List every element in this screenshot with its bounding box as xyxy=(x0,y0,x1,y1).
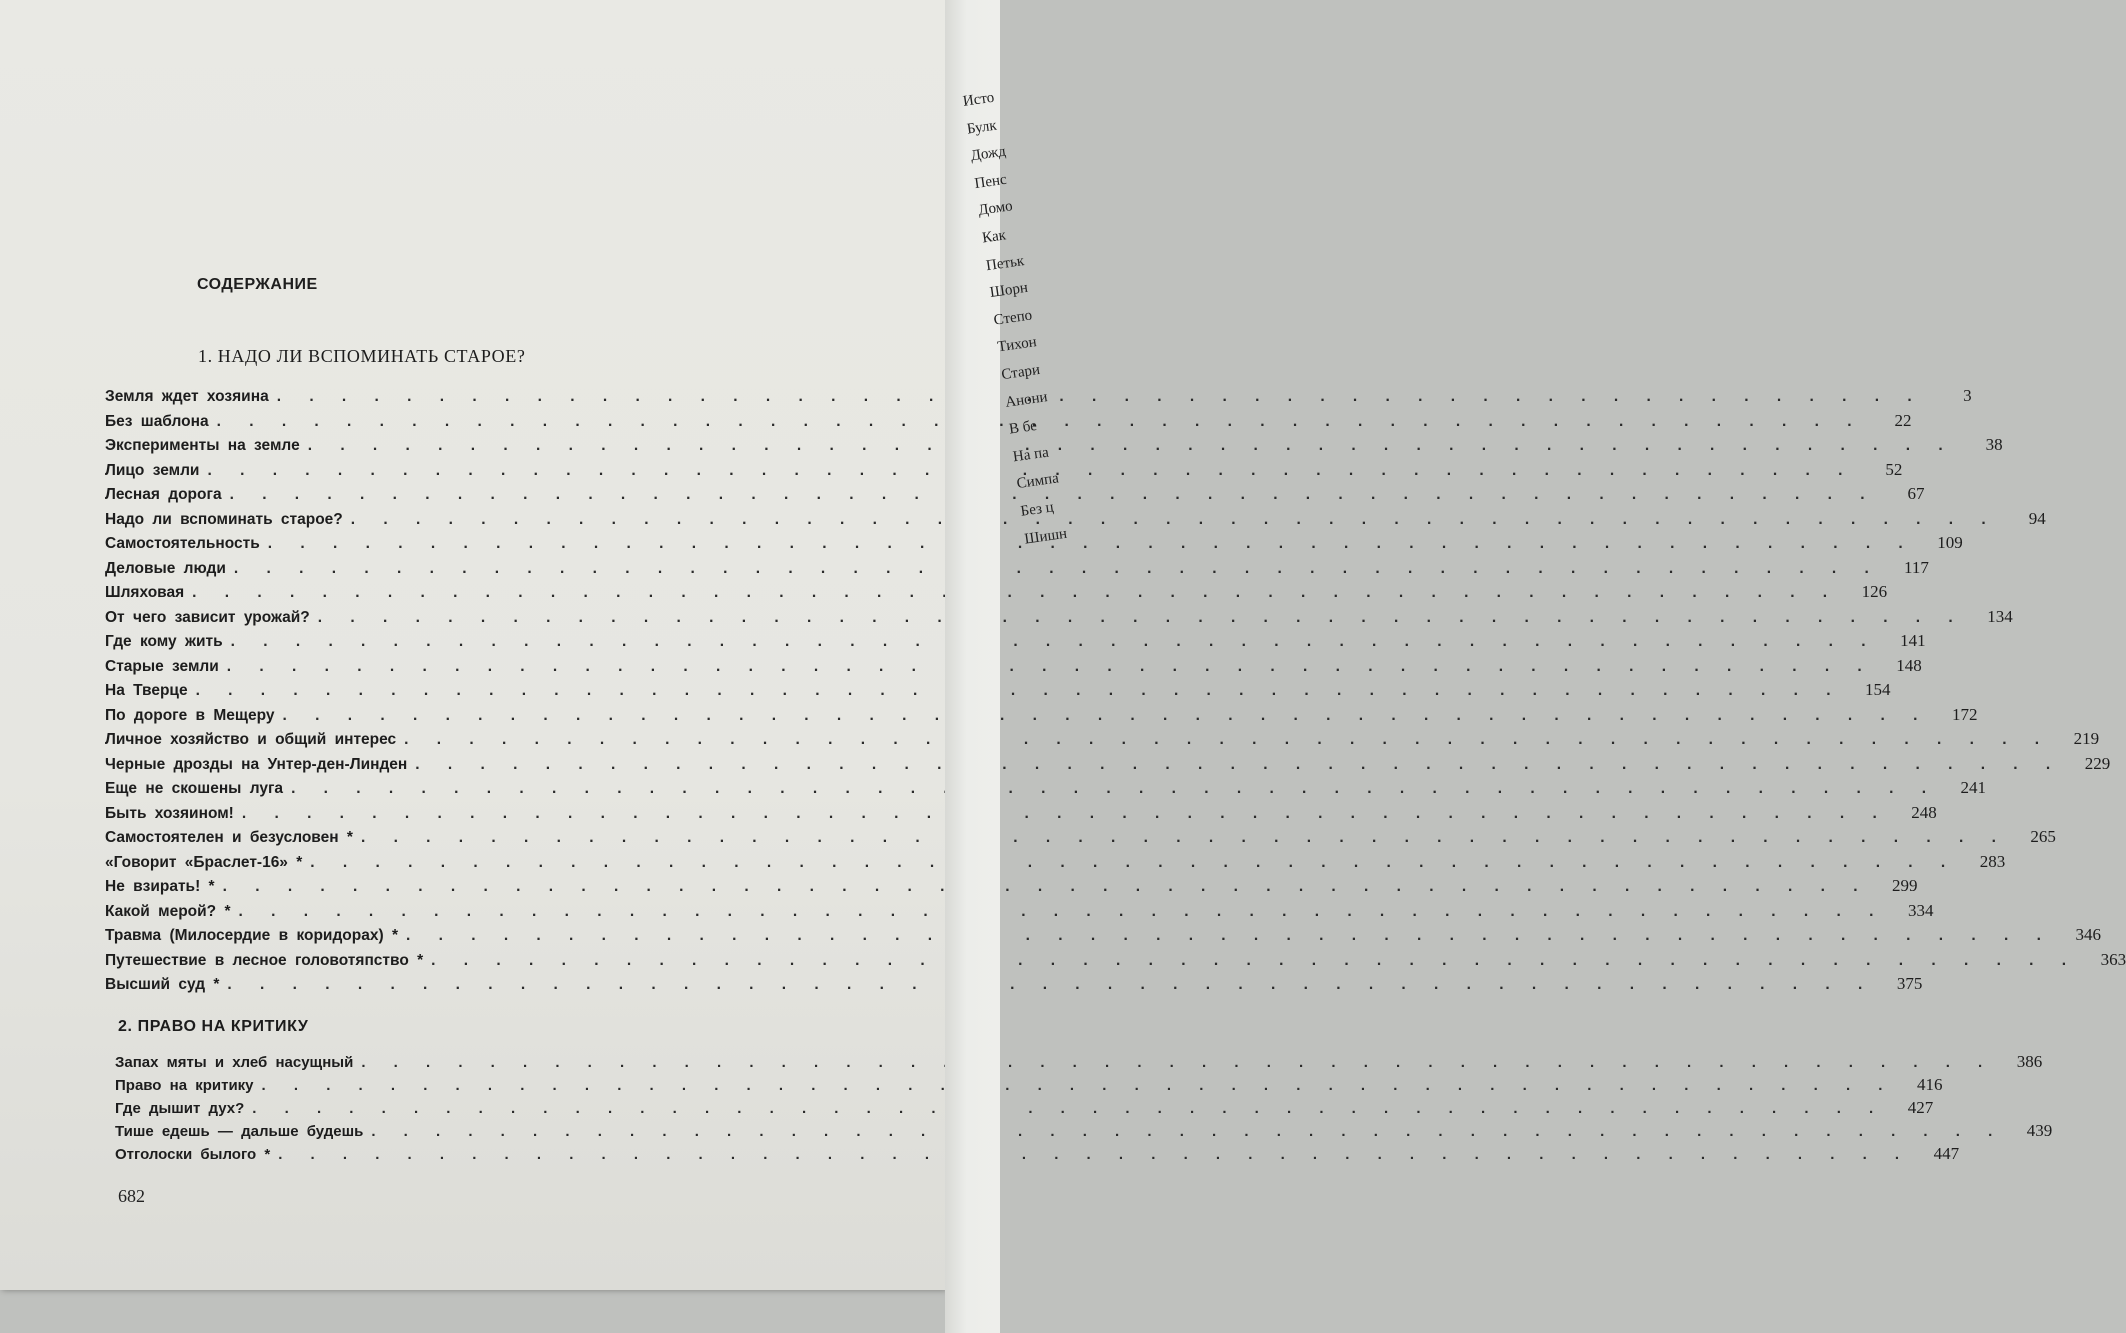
leader-dots xyxy=(242,805,1889,823)
toc-entry-page: 38 xyxy=(1985,435,2003,454)
toc-entry xyxy=(105,778,1987,803)
right-fragment: Шорн xyxy=(988,279,1029,302)
toc-entry-title: Где кому жить xyxy=(105,633,223,650)
toc-entry xyxy=(105,655,1922,681)
toc-entry-title: Деловые люди xyxy=(105,559,226,577)
toc-entry-page: 3 xyxy=(1963,386,1972,405)
leader-dots xyxy=(277,388,1924,406)
right-fragment: Исто xyxy=(962,89,996,110)
leader-dots xyxy=(404,731,2051,749)
toc-entry-page: 229 xyxy=(2084,753,2111,773)
toc-entry-page: 334 xyxy=(1907,900,1934,920)
leader-dots xyxy=(431,952,2078,970)
toc-entry xyxy=(115,1144,1960,1167)
toc-list-section-2 xyxy=(115,1052,2053,1167)
right-fragment: Как xyxy=(981,227,1007,247)
toc-entry-page: 439 xyxy=(2026,1121,2053,1140)
toc-entry xyxy=(105,876,1918,901)
toc-entry xyxy=(105,827,2056,852)
toc-entry-title: Отголоски былого * xyxy=(115,1146,271,1163)
toc-entry-page: 134 xyxy=(1987,606,2013,626)
toc-entry-title: Еще не скошены луга xyxy=(105,780,284,797)
toc-entry-page: 94 xyxy=(2028,508,2046,528)
toc-entry xyxy=(105,484,1925,509)
toc-entry xyxy=(105,925,2101,950)
toc-entry-page: 126 xyxy=(1861,582,1888,601)
toc-entry-page: 148 xyxy=(1896,655,1922,675)
toc-entry-page: 154 xyxy=(1865,680,1891,699)
right-book-page-edge xyxy=(945,0,1069,1333)
leader-dots xyxy=(318,609,1965,627)
leader-dots xyxy=(234,560,1881,578)
toc-entry-title: Самостоятельность xyxy=(105,535,260,552)
toc-entry xyxy=(105,974,1923,999)
right-fragment: Петьк xyxy=(985,252,1026,274)
toc-entry-page: 265 xyxy=(2030,827,2056,846)
leader-dots xyxy=(283,707,1930,725)
leader-dots xyxy=(262,1077,1895,1094)
toc-entry-title: От чего зависит урожай? xyxy=(105,608,310,626)
toc-entry-page: 363 xyxy=(2100,949,2126,969)
leader-dots xyxy=(351,511,1998,529)
toc-entry-title: Старые земли xyxy=(105,657,219,675)
leader-dots xyxy=(278,1146,1911,1163)
toc-entry xyxy=(115,1098,1934,1121)
leader-dots xyxy=(361,829,2008,847)
toc-entry xyxy=(115,1052,2043,1075)
toc-entry xyxy=(105,753,2111,779)
toc-entry-page: 375 xyxy=(1896,974,1923,993)
toc-entry-title: Где дышит дух? xyxy=(115,1100,245,1117)
toc-entry xyxy=(105,582,1888,607)
toc-entry xyxy=(105,606,2013,632)
leader-dots xyxy=(371,1123,2004,1140)
toc-entry-title: Высший суд * xyxy=(105,976,220,993)
toc-entry-page: 427 xyxy=(1907,1098,1934,1117)
toc-entry xyxy=(115,1121,2053,1144)
right-fragment: Без ц xyxy=(1019,499,1055,520)
leader-dots xyxy=(361,1054,1994,1071)
toc-title: СОДЕРЖАНИЕ xyxy=(197,276,318,293)
right-fragment: Домо xyxy=(977,198,1014,220)
right-fragment: На па xyxy=(1011,444,1050,466)
toc-entry xyxy=(105,802,1937,828)
toc-entry xyxy=(105,900,1934,926)
toc-entry-title: Эксперименты на земле xyxy=(105,437,300,454)
toc-entry-page: 299 xyxy=(1892,876,1918,895)
toc-entry-title: Самостоятелен и безусловен * xyxy=(105,829,353,846)
toc-entry-page: 219 xyxy=(2073,729,2100,748)
toc-entry xyxy=(105,631,1926,656)
toc-entry-page: 447 xyxy=(1933,1144,1960,1163)
toc-entry-page: 172 xyxy=(1951,704,1978,724)
toc-entry xyxy=(105,851,2006,877)
toc-entry-title: Земля ждет хозяина xyxy=(105,388,269,405)
toc-entry-title: Путешествие в лесное головотяпство * xyxy=(105,951,424,969)
right-fragment: Анони xyxy=(1004,388,1049,411)
right-fragment: Стари xyxy=(1000,361,1041,384)
leader-dots xyxy=(238,903,1885,921)
toc-entry-page: 22 xyxy=(1894,410,1912,430)
toc-entry-page: 141 xyxy=(1900,631,1926,650)
toc-entry-title: Право на критику xyxy=(115,1077,254,1094)
leader-dots xyxy=(227,976,1874,994)
right-fragment: Шишн xyxy=(1023,525,1069,548)
toc-entry xyxy=(105,949,2126,975)
toc-entry-page: 241 xyxy=(1960,778,1987,797)
toc-entry-page: 416 xyxy=(1916,1075,1943,1094)
right-fragment: Симпа xyxy=(1015,470,1060,493)
leader-dots xyxy=(196,682,1843,700)
section-heading-1: 1. НАДО ЛИ ВСПОМИНАТЬ СТАРОЕ? xyxy=(198,346,526,366)
toc-entry-title: Запах мяты и хлеб насущный xyxy=(115,1054,354,1071)
toc-entry-page: 52 xyxy=(1885,459,1903,479)
toc-entry-page: 386 xyxy=(2016,1052,2043,1071)
toc-entry-title: Не взирать! * xyxy=(105,878,215,895)
leader-dots xyxy=(252,1100,1885,1117)
toc-entry-page: 67 xyxy=(1907,484,1925,503)
toc-entry-page: 248 xyxy=(1911,802,1937,822)
leader-dots xyxy=(310,854,1957,872)
toc-entry-page: 346 xyxy=(2075,925,2101,944)
leader-dots xyxy=(268,535,1915,553)
toc-entry xyxy=(105,704,1978,730)
leader-dots xyxy=(406,927,2053,945)
toc-entry-title: Надо ли вспоминать старое? xyxy=(105,510,343,528)
leader-dots xyxy=(231,633,1878,651)
toc-entry-title: Лесная дорога xyxy=(105,486,222,503)
toc-entry-title: По дороге в Мещеру xyxy=(105,706,275,724)
toc-entry xyxy=(105,729,2100,754)
toc-entry-page: 109 xyxy=(1937,533,1963,552)
right-fragment: В бе xyxy=(1008,418,1038,438)
right-fragment: Тихон xyxy=(996,334,1038,356)
right-fragment: Степо xyxy=(992,307,1034,329)
toc-entry-title: Лицо земли xyxy=(105,461,200,479)
toc-entry-title: Травма (Милосердие в коридорах) * xyxy=(105,927,398,944)
toc-entry-title: Черные дрозды на Унтер-ден-Линден xyxy=(105,755,408,773)
toc-entry-page: 283 xyxy=(1979,851,2006,871)
right-fragment: Булк xyxy=(965,117,998,138)
toc-entry-title: Быть хозяином! xyxy=(105,804,234,822)
right-fragment: Дожд xyxy=(969,143,1007,165)
leader-dots xyxy=(415,756,2062,774)
toc-entry-title: Шляховая xyxy=(105,584,185,601)
toc-entry xyxy=(105,557,1929,583)
toc-entry-title: Какой мерой? * xyxy=(105,902,231,920)
leader-dots xyxy=(291,780,1938,798)
toc-entry xyxy=(105,680,1891,705)
leader-dots xyxy=(223,878,1870,896)
section-heading-2: 2. ПРАВО НА КРИТИКУ xyxy=(118,1018,309,1035)
toc-entry-page: 117 xyxy=(1903,557,1929,577)
page-number: 682 xyxy=(118,1186,145,1206)
leader-dots xyxy=(192,584,1839,602)
toc-entry-title: Без шаблона xyxy=(105,412,209,430)
leader-dots xyxy=(308,437,1955,455)
toc-entry-title: «Говорит «Браслет-16» * xyxy=(105,853,303,871)
toc-entry xyxy=(115,1075,1943,1098)
toc-entry-title: На Тверце xyxy=(105,682,188,699)
leader-dots xyxy=(227,658,1874,676)
toc-entry-title: Личное хозяйство и общий интерес xyxy=(105,731,397,748)
toc-entry-title: Тише едешь — дальше будешь xyxy=(115,1123,364,1140)
right-fragment: Пенс xyxy=(973,171,1008,192)
